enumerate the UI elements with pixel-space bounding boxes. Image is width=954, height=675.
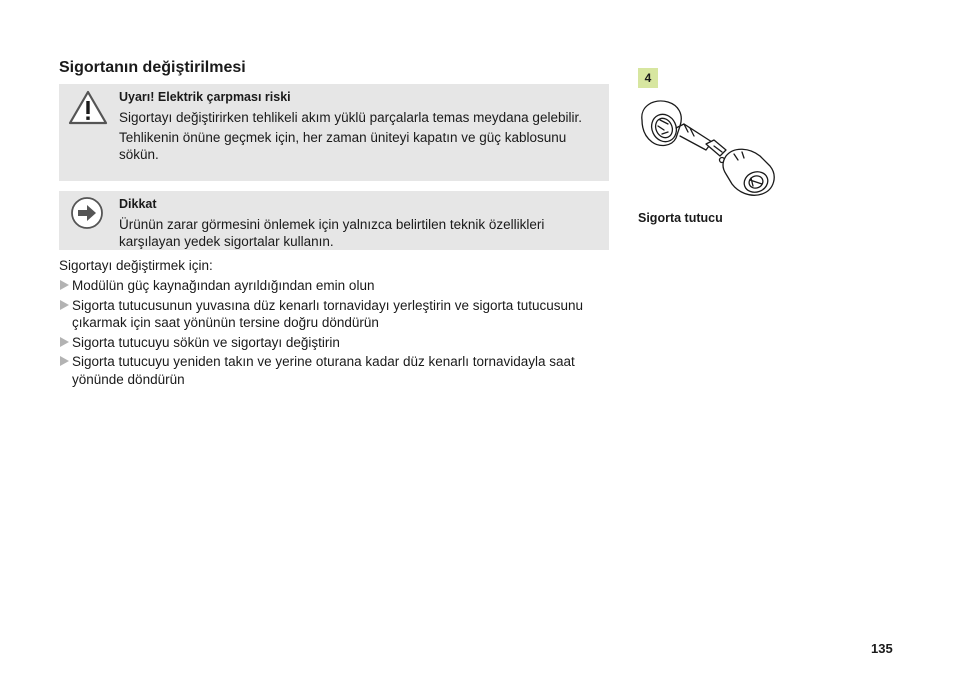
procedure-steps bbox=[59, 277, 619, 390]
step-text: Modülün güç kaynağından ayrıldığından emin olun bbox=[72, 278, 375, 293]
step-text: Sigorta tutucuyu sökün ve sigortayı değiştirin bbox=[72, 334, 340, 350]
bullet-arrow-icon bbox=[60, 356, 69, 366]
page-number: 135 bbox=[871, 641, 893, 656]
caution-paragraph: Ürünün zarar görmesini önlemek için yalnızca belirtilen teknik özellikleri karşılayan yedek sigortalar kullanın. bbox=[119, 217, 545, 249]
bullet-arrow-icon bbox=[60, 337, 69, 347]
step-text: Sigorta tutucusunun yuvasına düz kenarlı tornavidayı yerleştirin ve sigorta tutucusunu çıkarmak için saat yönünün tersine doğru döndürün bbox=[72, 297, 584, 330]
bullet-arrow-icon bbox=[60, 300, 69, 310]
caution-box bbox=[59, 191, 609, 250]
caution-heading: Dikkat bbox=[119, 197, 157, 211]
step-text: Sigorta tutucuyu yeniden takın ve yerine oturana kadar düz kenarlı tornavidayla saat yönünde döndürün bbox=[72, 354, 575, 387]
list-item bbox=[59, 277, 619, 295]
list-item bbox=[59, 353, 619, 388]
figure-number: 4 bbox=[638, 68, 658, 88]
fuse-holder-illustration bbox=[634, 94, 784, 211]
figure-caption: Sigorta tutucu bbox=[638, 211, 723, 225]
page-title: Sigortanın değiştirilmesi bbox=[59, 59, 246, 76]
warning-paragraph: Tehlikenin önüne geçmek için, her zaman üniteyi kapatın ve güç kablosunu sökün. bbox=[119, 130, 567, 162]
warning-box bbox=[59, 84, 609, 181]
warning-heading: Uyarı! Elektrik çarpması riski bbox=[119, 90, 291, 104]
bullet-arrow-icon bbox=[60, 280, 69, 290]
warning-paragraph: Sigortayı değiştirirken tehlikeli akım yüklü parçalarla temas meydana gelebilir. bbox=[119, 110, 582, 125]
warning-triangle-icon bbox=[67, 88, 109, 133]
list-item bbox=[59, 297, 619, 332]
arrow-right-circle-icon bbox=[70, 196, 104, 235]
procedure-intro: Sigortayı değiştirmek için: bbox=[59, 258, 213, 273]
list-item bbox=[59, 334, 619, 352]
